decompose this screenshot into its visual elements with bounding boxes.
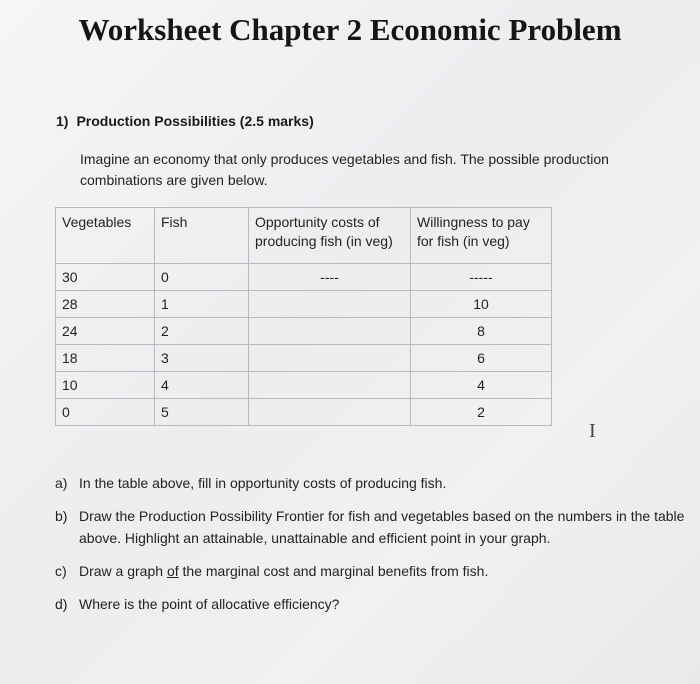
header-opportunity-cost: Opportunity costs of producing fish (in veg) (249, 208, 411, 264)
cell-vegetables: 28 (56, 291, 155, 318)
header-vegetables: Vegetables (56, 208, 155, 264)
table-row (56, 399, 552, 426)
table-header-row (56, 208, 552, 264)
table-row (56, 264, 552, 291)
subquestion-text: Where is the point of allocative efficiency? (79, 596, 340, 612)
cell-vegetables: 30 (56, 264, 155, 291)
subquestion-text-start: Draw a graph (79, 563, 167, 579)
subquestion-c (55, 560, 685, 582)
subquestions-list (55, 472, 685, 626)
subquestion-text: In the table above, fill in opportunity costs of producing fish. (79, 475, 447, 491)
subquestion-text: Draw the Production Possibility Frontier for fish and vegetables based on the numbers in the table above. Highlight an attainable, unattainable and efficient point in your graph. (79, 508, 685, 546)
cell-fish: 5 (155, 399, 249, 426)
question-1-intro: Imagine an economy that only produces vegetables and fish. The possible production combinations are given below. (80, 151, 609, 188)
cell-fish: 0 (155, 264, 249, 291)
subquestion-b (55, 505, 685, 549)
cell-willingness-to-pay: 2 (411, 399, 552, 426)
cell-vegetables: 24 (56, 318, 155, 345)
table-row (56, 372, 552, 399)
subquestion-label: c) (55, 563, 67, 579)
cell-vegetables: 18 (56, 345, 155, 372)
header-fish: Fish (155, 208, 249, 264)
subquestion-label: a) (55, 475, 68, 491)
production-possibilities-table (55, 207, 552, 426)
underlined-word: of (166, 563, 179, 579)
cell-fish: 1 (155, 291, 249, 318)
question-1-number: 1) (56, 113, 69, 129)
worksheet-title: Worksheet Chapter 2 Economic Problem (78, 12, 622, 47)
subquestion-text (79, 560, 685, 582)
table-row (56, 291, 552, 318)
cell-willingness-to-pay: 4 (411, 372, 552, 399)
cell-fish: 2 (155, 318, 249, 345)
table-row (56, 345, 552, 372)
table-row (56, 318, 552, 345)
cell-opportunity-cost[interactable] (249, 291, 411, 318)
cell-fish: 4 (155, 372, 249, 399)
question-1-title: Production Possibilities (2.5 marks) (76, 113, 314, 129)
subquestion-d (55, 593, 685, 615)
text-cursor-icon: I (589, 420, 596, 442)
subquestion-text-end: the marginal cost and marginal benefits from fish. (178, 563, 489, 579)
subquestion-a (55, 472, 685, 494)
cell-vegetables: 0 (56, 399, 155, 426)
cell-opportunity-cost[interactable]: ---- (249, 264, 411, 291)
cell-opportunity-cost[interactable] (249, 372, 411, 399)
header-willingness-to-pay: Willingness to pay for fish (in veg) (411, 208, 552, 264)
cell-willingness-to-pay: 6 (411, 345, 552, 372)
cell-opportunity-cost[interactable] (249, 399, 411, 426)
subquestion-label: b) (55, 508, 68, 524)
question-1-heading (56, 113, 314, 129)
cell-vegetables: 10 (56, 372, 155, 399)
cell-willingness-to-pay: 10 (411, 291, 552, 318)
cell-willingness-to-pay: ----- (411, 264, 552, 291)
cell-opportunity-cost[interactable] (249, 345, 411, 372)
cell-opportunity-cost[interactable] (249, 318, 411, 345)
cell-fish: 3 (155, 345, 249, 372)
subquestion-label: d) (55, 596, 68, 612)
cell-willingness-to-pay: 8 (411, 318, 552, 345)
